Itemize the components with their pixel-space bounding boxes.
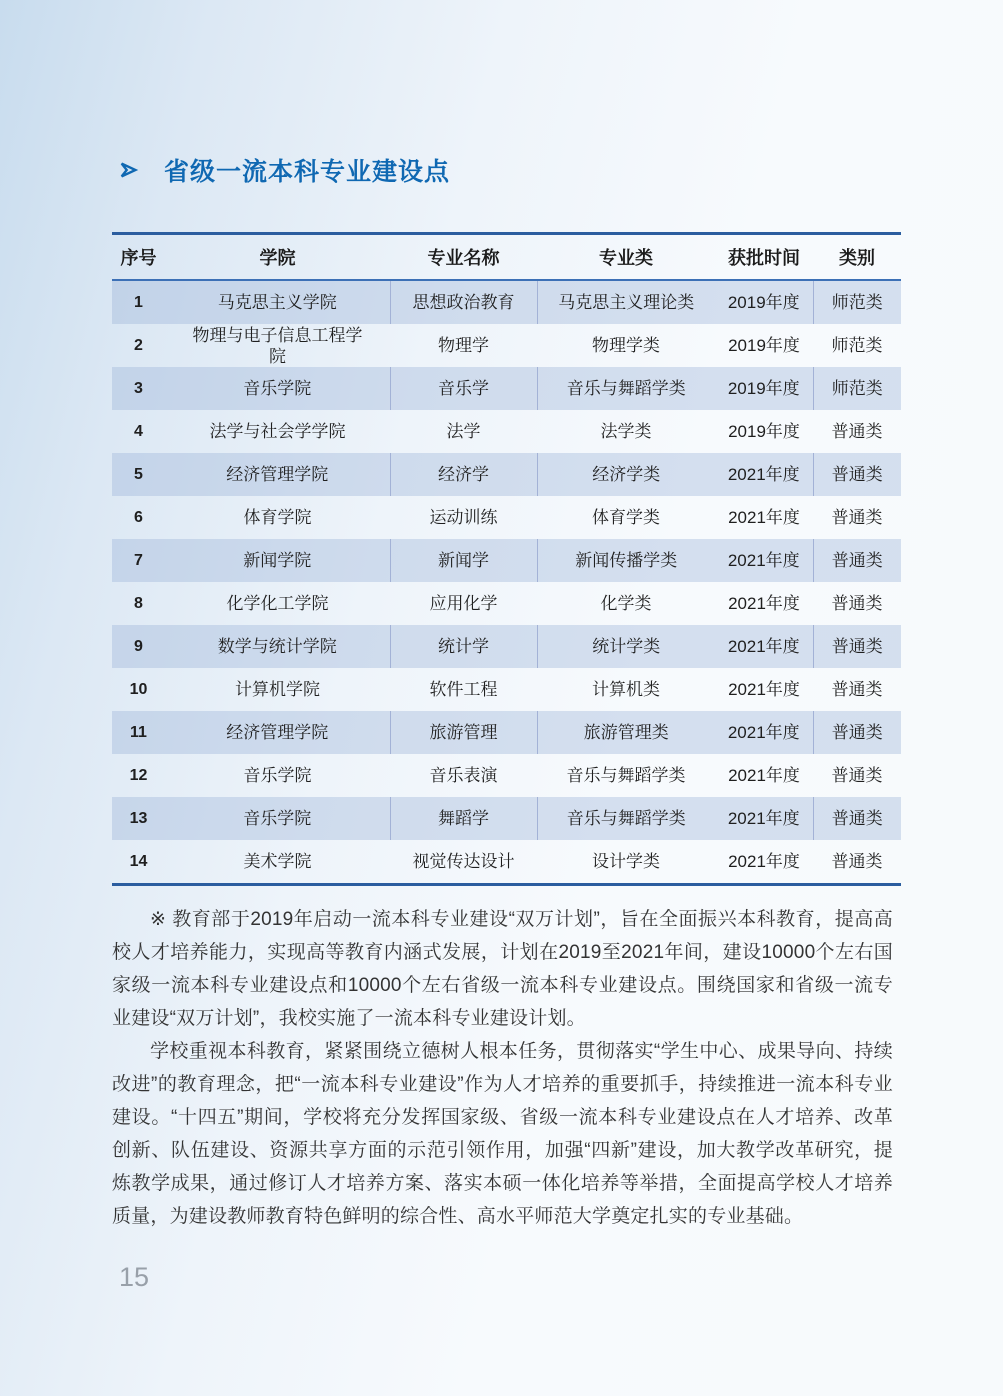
table-cell: 体育学院 [243, 508, 312, 527]
table-cell: 计算机学院 [235, 680, 320, 699]
table-cell: 9 [134, 638, 143, 655]
table-row [112, 324, 901, 367]
table-cell: 法学类 [600, 422, 652, 441]
table-cell: 数学与统计学院 [217, 637, 337, 656]
table-row [112, 625, 901, 668]
table-cell: 马克思主义理论类 [537, 280, 715, 324]
table-cell: 2021年度 [728, 508, 800, 527]
table-cell: 音乐表演 [429, 766, 498, 785]
arrowhead-right-icon [118, 159, 140, 181]
column-header: 专业名称 [427, 248, 500, 268]
section-heading [118, 152, 450, 188]
header-row [112, 234, 901, 281]
table-cell: 普通类 [831, 680, 883, 699]
table-cell: 普通类 [813, 625, 901, 668]
table-cell: 2021年度 [728, 594, 800, 613]
table-cell: 体育学类 [592, 508, 660, 527]
table-cell: 法学与社会学学院 [209, 422, 346, 441]
column-header: 序号 [120, 248, 157, 268]
table-cell: 计算机类 [592, 680, 660, 699]
table-cell: 物理学 [438, 336, 489, 355]
table-cell: 师范类 [831, 336, 883, 355]
table-cell: 经济管理学院 [226, 465, 329, 484]
table-row [112, 496, 901, 539]
table-cell: 经济管理学院 [226, 723, 329, 742]
table-cell: 统计学 [390, 625, 537, 668]
table-cell: 运动训练 [429, 508, 498, 527]
column-header: 获批时间 [728, 248, 800, 268]
table-cell: 视觉传达设计 [412, 852, 515, 871]
table-cell: 14 [129, 853, 148, 870]
table-body [112, 280, 901, 885]
table-row [112, 797, 901, 840]
table-cell: 11 [130, 724, 147, 741]
table-cell: 音乐学 [390, 367, 537, 410]
table-row [112, 754, 901, 797]
table-cell: 7 [134, 552, 143, 569]
description-paragraph: 学校重视本科教育，紧紧围绕立德树人根本任务，贯彻落实“学生中心、成果导向、持续改进”的教育理念，把“一流本科专业建设”作为人才培养的重要抓手，持续推进一流本科专业建设。“十四五”期间，学校将充分发挥国家级、省级一流本科专业建设点在人才培养、改革创新、队伍建设、资源共享方面的示范引领作用，加强“四新”建设，加大教学改革研究，提炼教学成果，通过修订人才培养方案、落实本硕一体化培养等举措，全面提高学校人才培养质量，为建设教师教育特色鲜明的综合性、高水平师范大学奠定扎实的专业基础。 [112, 1041, 893, 1227]
table-cell: 2021年度 [727, 723, 800, 742]
table-cell: 新闻学院 [243, 551, 312, 570]
table-cell: 普通类 [813, 539, 901, 582]
table-cell: 2021年度 [727, 809, 800, 828]
table-cell: 普通类 [831, 852, 883, 871]
table-cell: 化学类 [600, 594, 652, 613]
column-header: 专业类 [599, 248, 653, 268]
page-title: 省级一流本科专业建设点 [164, 158, 451, 186]
table-row [112, 453, 901, 496]
column-header: 学院 [259, 248, 296, 268]
table-cell: 物理与电子信息工程学院 [192, 325, 363, 366]
table-cell: 思想政治教育 [390, 280, 537, 324]
table-cell: 新闻学 [390, 539, 537, 582]
table-cell: 2021年度 [727, 465, 800, 484]
table-cell: 普通类 [831, 422, 883, 441]
table-cell: 2021年度 [728, 852, 800, 871]
table-cell: 2019年度 [727, 379, 800, 398]
table-cell: 软件工程 [429, 680, 498, 699]
table-cell: 13 [129, 810, 148, 827]
table-cell: 5 [134, 466, 143, 483]
table-row [112, 840, 901, 885]
table-cell: 2021年度 [727, 551, 800, 570]
table-row [112, 539, 901, 582]
table-cell: 普通类 [831, 508, 883, 527]
table-cell: 2021年度 [728, 766, 800, 785]
table-row [112, 582, 901, 625]
table-cell: 音乐学院 [243, 379, 312, 398]
table-row [112, 668, 901, 711]
table-cell: 8 [134, 595, 143, 612]
table-cell: 6 [134, 509, 143, 526]
table-cell: 普通类 [831, 766, 883, 785]
majors-table [112, 232, 901, 886]
table-header [112, 234, 901, 281]
table-cell: 2021年度 [728, 680, 800, 699]
table-cell: 普通类 [831, 594, 883, 613]
table-cell: 旅游管理 [390, 711, 537, 754]
table-row [112, 410, 901, 453]
table-cell: 音乐学院 [243, 766, 312, 785]
table-cell: 法学 [446, 422, 481, 441]
table-cell: 师范类 [813, 367, 901, 410]
table-cell: 舞蹈学 [390, 797, 537, 840]
table-cell: 普通类 [813, 453, 901, 496]
table-cell: 物理学类 [592, 336, 660, 355]
table-cell: 经济学类 [537, 453, 715, 496]
table-row [112, 367, 901, 410]
table-cell: 应用化学 [429, 594, 498, 613]
table-cell: 普通类 [813, 797, 901, 840]
table-cell: 新闻传播学类 [537, 539, 715, 582]
table-cell: 美术学院 [243, 852, 312, 871]
table-row [112, 711, 901, 754]
table-cell: 马克思主义学院 [217, 293, 337, 312]
table-cell: 4 [134, 423, 143, 440]
table-cell: 2019年度 [728, 336, 800, 355]
column-header: 类别 [839, 248, 875, 268]
table-row [112, 280, 901, 324]
table-cell: 2019年度 [727, 293, 800, 312]
table-cell: 1 [134, 294, 143, 311]
note-paragraph: ※ 教育部于2019年启动一流本科专业建设“双万计划”，旨在全面振兴本科教育，提高高校人才培养能力，实现高等教育内涵式发展，计划在2019至2021年间，建设10000个左右国家级一流本科专业建设点和10000个左右省级一流本科专业建设点。围绕国家和省级一流专业建设“双万计划”，我校实施了一流本科专业建设计划。 [112, 909, 893, 1029]
table-cell: 师范类 [813, 280, 901, 324]
table-cell: 音乐与舞蹈学类 [566, 766, 686, 785]
table-cell: 旅游管理类 [537, 711, 715, 754]
table-cell: 设计学类 [592, 852, 660, 871]
body-text [112, 903, 893, 1233]
table-cell: 普通类 [813, 711, 901, 754]
page-number: 15 [119, 1262, 150, 1292]
table-cell: 经济学 [390, 453, 537, 496]
table-cell: 2021年度 [727, 637, 800, 656]
table-cell: 12 [129, 767, 148, 784]
table-cell: 2 [134, 337, 143, 354]
table-cell: 统计学类 [537, 625, 715, 668]
table-cell: 化学化工学院 [226, 594, 329, 613]
table-cell: 2019年度 [728, 422, 800, 441]
table-cell: 音乐与舞蹈学类 [537, 797, 715, 840]
table-cell: 音乐与舞蹈学类 [537, 367, 715, 410]
table-cell: 3 [134, 380, 143, 397]
table-cell: 10 [129, 681, 148, 698]
table-cell: 音乐学院 [243, 809, 312, 828]
